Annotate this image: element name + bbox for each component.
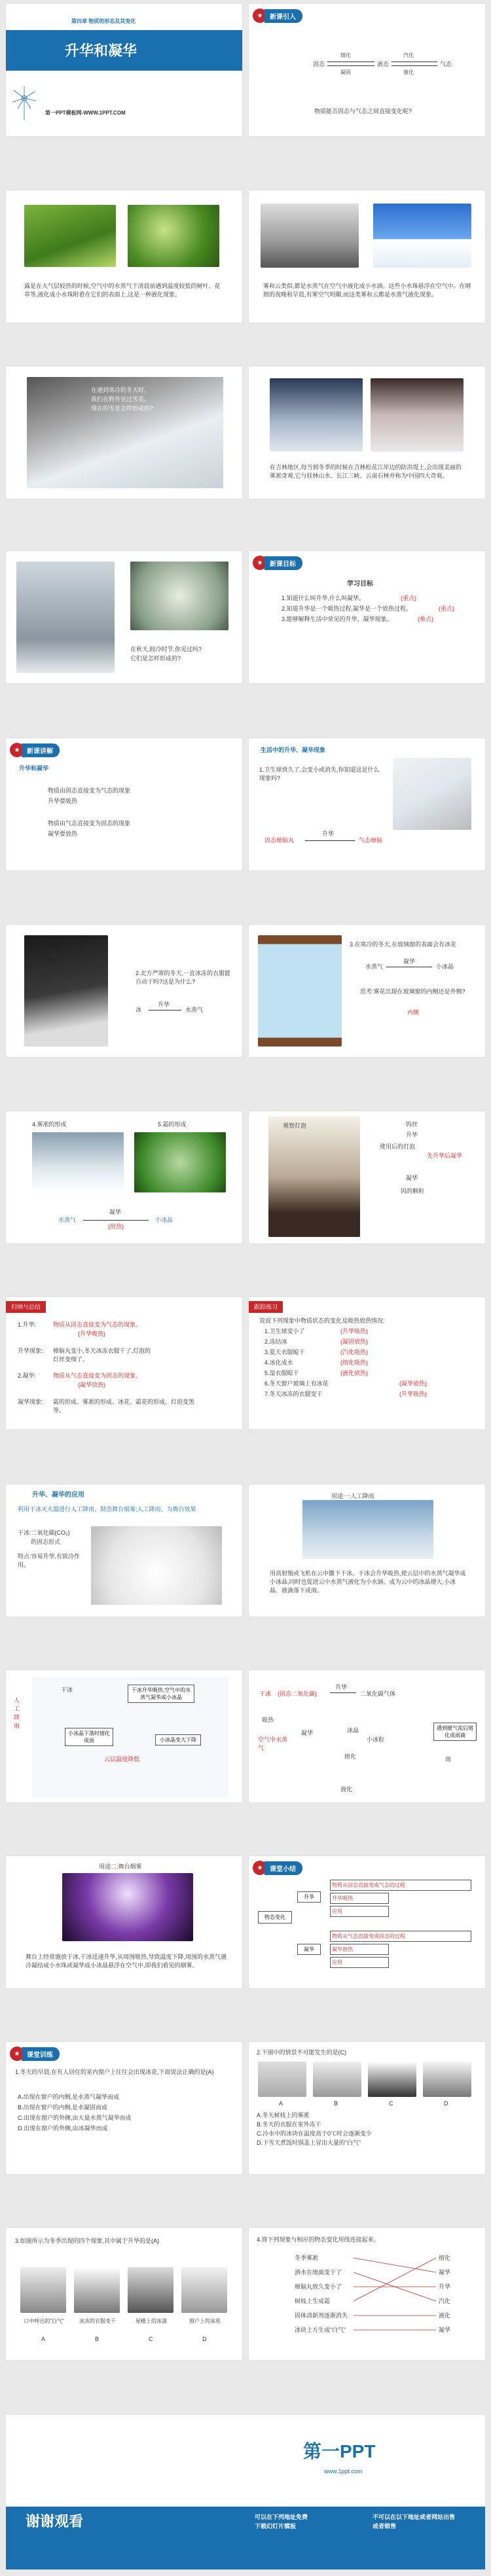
rime-ice: 小冰晶 <box>155 1217 173 1223</box>
intro-question: 物质能否固态与气态之间直接变化呢? <box>314 108 412 115</box>
slide-dew <box>6 190 242 323</box>
match-right: 升华 <box>439 2283 451 2290</box>
slide-rain <box>249 1484 485 1617</box>
clothes-ice: 冰 <box>136 1007 142 1013</box>
slide-summary-1 <box>6 1297 242 1429</box>
slide-applications <box>6 1484 242 1617</box>
goal-tag-1: (重点) <box>401 595 416 601</box>
train-question: 1.冬天的早晨,在有人居住的室内窗户上往往会出现冰花,下面说法正确的是(A) <box>15 2069 214 2075</box>
fog-photo <box>261 204 359 268</box>
state-gas: 气态 <box>440 61 452 67</box>
slide-rime-frost <box>6 1111 242 1243</box>
arrow-sublimate <box>305 840 355 841</box>
goal-tag-3: (难点) <box>418 616 433 622</box>
sum-a1: 物质从固态直接变成气态的过程 <box>330 1880 471 1891</box>
bulb-used: 使用后的灯泡 <box>380 1143 416 1150</box>
flow-absorb: 吸热 <box>262 1717 274 1723</box>
diagram-sublimate-note: 干冰升华吸热,空气中的水蒸气凝华成小冰晶 <box>128 1685 194 1703</box>
label-vapor: 汽化 <box>403 52 414 58</box>
flow-liquefy: 液化 <box>340 1786 353 1793</box>
slide-training-2 <box>249 2042 485 2174</box>
match-right: 凝华 <box>439 2327 451 2333</box>
flow-arrow-1 <box>330 1692 356 1693</box>
practice-tag: (汽化吸热) <box>340 1349 368 1355</box>
summary-l1c: 升华现象: <box>18 1348 43 1354</box>
slide-training <box>6 2042 242 2174</box>
train2-label-c: C <box>389 2100 393 2107</box>
flow-dry-ice: 干冰 <box>259 1690 272 1697</box>
practice-tag: (升华吸热) <box>399 1391 427 1397</box>
snow-line3: 现在的雪是怎样形成的? <box>91 405 154 412</box>
slide-frost <box>6 551 242 683</box>
site-label: 第一PPT模板网-WWW.1PPT.COM <box>45 110 126 116</box>
state-solid: 固态 <box>313 61 325 67</box>
frost-question-1: 在秋天,较冷时节,你见过吗? <box>130 646 202 653</box>
train2-option-a[interactable]: A.冬天树枝上的雾凇 <box>257 2112 310 2119</box>
practice-tag: (升华吸热) <box>340 1328 368 1334</box>
slide-title <box>6 4 242 136</box>
train3-letter-d: D <box>202 2336 207 2342</box>
slide-bulb <box>249 1111 485 1243</box>
rime-photo-1 <box>270 378 363 452</box>
bulb-particles: 钨的颗粒 <box>401 1188 425 1194</box>
train2-label-b: B <box>334 2100 338 2107</box>
life-question: 1.卫生球放久了,会变小或消失,你知道这是什么现象吗? <box>259 766 380 781</box>
rime-label: 4.雾凇的形成 <box>32 1121 67 1128</box>
match-left: 樟脑丸放久变小了 <box>295 2283 342 2290</box>
sum-sublimation: 升华 <box>297 1891 321 1903</box>
mothball-photo <box>393 758 471 830</box>
label-melt: 熔化 <box>340 52 351 58</box>
diagram-temp-drop: 云层温度降低 <box>104 1756 140 1762</box>
diagram-ice-grow: 小冰晶变大下降 <box>155 1734 201 1745</box>
train3-img-d <box>181 2267 227 2313</box>
flow-small-ice: 小冰粒 <box>367 1736 385 1743</box>
bulb-filament: 钨丝 <box>406 1121 418 1128</box>
clothes-vapor: 水蒸气 <box>185 1007 204 1013</box>
arrow-clothes <box>149 1010 181 1011</box>
star-icon: ★ <box>10 2047 24 2061</box>
goal-item-1: 1.知道什么叫升华,什么叫凝华。 <box>282 595 365 601</box>
goal-tag-2: (重点) <box>439 605 454 612</box>
slide-title-text: 升华和凝华 <box>65 43 137 59</box>
dandelion-icon <box>7 82 41 122</box>
bulb-sublimate: 升华 <box>406 1132 418 1138</box>
rime-photo-2 <box>371 378 464 452</box>
arrow-rime <box>83 1220 149 1221</box>
flow-warm: 遇到暖气流后熔化成雨滴 <box>433 1723 477 1741</box>
practice-item: 5.湿衣服晾干 <box>264 1370 299 1376</box>
practice-item: 3.夏天衣服晾干 <box>264 1349 305 1355</box>
practice-tag: (熔化吸热) <box>340 1359 368 1366</box>
star-icon: ★ <box>253 556 267 570</box>
summary-l1: 1.升华: <box>18 1321 37 1328</box>
apps-title: 升华、凝华的应用 <box>32 1492 84 1499</box>
sum-deposition: 凝华 <box>297 1944 321 1955</box>
fog-text: 雾和云类似,都是水蒸气在空气中液化成小水滴。这些小水珠悬浮在空气中。在晴朗的夜晚和早晨,有雾空气明媚,而这类雾和云都是水蒸气液化现象。 <box>263 283 471 298</box>
flow-deposit: 凝华 <box>301 1730 314 1736</box>
mothball-solid: 固态樟脑丸 <box>264 837 295 844</box>
define-subtitle: 升华和凝华 <box>19 765 49 772</box>
summary-l1b: (升华吸热) <box>78 1331 105 1337</box>
slide-window <box>249 925 485 1057</box>
train2-img-d <box>423 2062 471 2097</box>
end-left2: 下载幻灯片模板 <box>255 2523 297 2530</box>
rain-title: 用途一:人工降雨 <box>331 1493 374 1499</box>
flow-ice: 冰晶 <box>347 1727 359 1734</box>
dew-grass-photo <box>128 205 219 267</box>
end-right1: 不可以在以下地址或者网站出售 <box>373 2514 456 2520</box>
end-slide <box>6 2415 485 2569</box>
arrow-condense <box>391 65 437 66</box>
goal-item-3: 3.能够解释生活中常见的升华、凝华现象。 <box>282 616 393 622</box>
label-sublimate: 升华 <box>322 831 335 837</box>
sum-a2: 升华吸热 <box>330 1893 389 1904</box>
window-ice: 小冰晶 <box>436 963 454 970</box>
window-question: 3.在寒冷的冬天,在玻璃窗的表面会有冰花 <box>350 941 457 948</box>
star-icon: ★ <box>253 9 267 23</box>
bulb-photo <box>268 1117 360 1237</box>
train2-label-d: D <box>444 2100 448 2107</box>
match-right: 汽化 <box>439 2298 451 2304</box>
practice-item: 2.冻结冰 <box>264 1338 287 1345</box>
stage-text: 舞台上经常施放干冰,干冰迅速升华,从周围吸热,导致温度下降,周围的水蒸气遇冷凝结成小水珠或凝华成小冰晶悬浮在空气中,即我们看见的烟雾。 <box>26 1954 227 1969</box>
slide-fog <box>249 190 485 323</box>
section-header: ★ 新课引入 <box>249 9 302 22</box>
summary-l2d: 霜的形成、雾凇的形成、冰花、霜花的形成、灯泡变黑等。 <box>53 1399 195 1414</box>
end-brand-url: www.1ppt.com <box>324 2468 363 2475</box>
end-thanks: 谢谢观看 <box>26 2513 84 2530</box>
life-title: 生活中的升华、凝华现象 <box>261 747 326 753</box>
sum-b2: 凝华放热 <box>330 1944 389 1955</box>
train2-label-a: A <box>279 2100 283 2107</box>
dew-text: 露是在大气层较热的时候,空气中的水蒸气于清晨前遇到温度较低的树叶、花草等,液化成小水珠附着在它们的表面上,这是一种液化现象。 <box>24 283 221 298</box>
star-icon: ★ <box>10 743 24 757</box>
section-header: ★ 课堂训练 <box>6 2047 60 2060</box>
rime-text: 在吉林地区,每当到冬季的时候在吉林松花江岸边的防洪堤上,会出现美丽的雾凇奇观,它与桂林山水、长江三峡、云南石林并称为中国四大奇观。 <box>270 464 462 479</box>
dew-photo <box>24 205 116 267</box>
practice-item: 7.冬天冰冻的衣服变干 <box>264 1391 323 1397</box>
practice-tag: (液化放热) <box>340 1370 368 1376</box>
train-option-b[interactable]: B.出现在窗户的内侧,是水凝固而成 <box>18 2104 108 2111</box>
apps-t1: 利用干冰灭火器进行人工降雨、制造舞台烟雾;人工降雨、为舞台效果 <box>18 1506 196 1512</box>
bulb-title: 观察灯泡 <box>283 1122 307 1129</box>
slide-intro <box>249 4 485 136</box>
slide-rime <box>249 367 485 499</box>
frost-label: 5.霜的形成 <box>158 1121 187 1128</box>
summary-l1d: 樟脑丸变小,冬天冰冻衣服干了,灯泡的灯丝变细了。 <box>53 1348 151 1363</box>
section-header: ★ 新课讲解 <box>6 743 60 757</box>
train3-cap-d: 窗户上的冰花 <box>189 2318 221 2324</box>
plane-photo <box>302 1500 433 1559</box>
window-vapor: 水蒸气 <box>365 963 384 970</box>
train3-img-b <box>74 2267 120 2313</box>
slide-training-3 <box>6 2228 242 2360</box>
summary-l2a: 物质从气态直接变为固态的现象。 <box>53 1372 142 1379</box>
stage-title: 用途二:舞台烟雾 <box>99 1863 142 1870</box>
sum-main: 物态变化 <box>258 1911 292 1923</box>
summary-title: 归纳与总结 <box>6 1301 46 1313</box>
train3-letter-c: C <box>149 2336 153 2342</box>
window-think: 思考:雾花出现在玻璃窗的内侧还是外侧? <box>360 988 465 995</box>
slide-snow <box>6 367 242 499</box>
bulb-deposit: 凝华 <box>406 1175 418 1181</box>
match-left: 固体清新剂逐渐消失 <box>295 2312 348 2319</box>
apps-t2: 干冰:二氧化碳(CO₂) <box>18 1530 70 1536</box>
window-answer: 内侧 <box>407 1009 420 1016</box>
rime-vapor: 水蒸气 <box>58 1217 77 1223</box>
slide-training-4 <box>249 2228 485 2360</box>
goal-title: 学习目标 <box>347 581 373 588</box>
frost-question-2: 它们是怎样形成的? <box>130 655 181 662</box>
def-deposition-heat: 凝华要放热 <box>48 831 78 837</box>
train3-cap-b: 冰冻的衣服变干 <box>79 2318 116 2324</box>
match-left: 树枝上生成霜 <box>295 2298 331 2304</box>
practice-tag: (凝固放热) <box>340 1338 368 1345</box>
frost-tree-photo <box>16 562 115 673</box>
snow-line2: 我们在野外见过雪花。 <box>91 396 151 402</box>
chapter-label: 第四章 物质的形态及其变化 <box>71 18 136 24</box>
train-option-c[interactable]: C.出现在窗户的外侧,由大量水蒸气凝华而成 <box>18 2115 132 2121</box>
sum-a3: 应用 <box>330 1906 389 1917</box>
rain-text: 用高射炮或飞机在云中撒下干冰。干冰会升华吸热,使云层中的水蒸气凝华成小冰晶,同时也促进云中水蒸气液化为小水滴。成为云中的冰晶增大,小冰晶、液滴落下成雨。 <box>270 1570 466 1594</box>
train2-option-d[interactable]: D.下雪天煮饭时锅盖上冒出大量的“白气” <box>257 2139 361 2146</box>
sum-b1: 物质从气态直接变成固态的过程 <box>330 1931 471 1942</box>
frozen-clothes-photo <box>24 935 108 1046</box>
practice-question: 说说下列现象中物质状态的变化及吸热放热情况: <box>259 1317 385 1324</box>
train3-cap-c: 屋檐上的冰溜 <box>136 2318 167 2324</box>
slide-class-summary <box>249 1856 485 1988</box>
end-brand: 第一PPT <box>303 2441 376 2461</box>
flow-rain: 雨 <box>445 1756 452 1762</box>
match-right: 凝华 <box>439 2269 451 2276</box>
goal-item-2: 2.知道升华是一个吸热过程,凝华是一个放热过程。 <box>282 605 412 612</box>
cloud-photo <box>373 204 471 268</box>
apps-t3: 的固态形式 <box>31 1539 61 1545</box>
flow-melt: 熔化 <box>344 1753 357 1760</box>
bulb-both: 先升华后凝华 <box>427 1153 463 1159</box>
train3-letter-a: A <box>41 2336 46 2342</box>
def-sublimation: 物质由固态直接变为气态的现象 <box>48 787 131 794</box>
label-clothes: 升华 <box>158 1001 170 1008</box>
frost-leaf-photo <box>130 562 228 630</box>
match-left: 冰块上方生成“白气” <box>295 2327 346 2333</box>
summary-l2: 2.凝华: <box>18 1372 37 1379</box>
def-sublimation-heat: 升华要吸热 <box>48 798 78 804</box>
train2-option-b[interactable]: B.冬天的衣服在室外冻干 <box>257 2121 321 2128</box>
sum-b3: 应用 <box>330 1957 389 1968</box>
slide-define <box>6 738 242 870</box>
def-deposition: 物质由气态直接变为固态的现象 <box>48 820 131 827</box>
match-right: 液化 <box>439 2312 451 2319</box>
arrow-freeze <box>327 65 374 66</box>
diagram-melt-rain: 小冰晶下落时熔化成雨 <box>65 1728 113 1746</box>
end-right2: 或者销售 <box>373 2523 397 2530</box>
train2-img-a <box>258 2062 306 2097</box>
label-rime: 凝华 <box>109 1209 122 1215</box>
end-left1: 可以在下列地址免费 <box>255 2514 308 2520</box>
slide-rain-flow <box>249 1670 485 1802</box>
mothball-gas: 气态樟脑 <box>359 837 383 844</box>
section-header: ★ 课堂小结 <box>249 1861 302 1874</box>
flow-dry-ice-desc: (固态二氧化碳) <box>278 1690 317 1697</box>
rime-tree-photo <box>32 1132 124 1192</box>
practice-item: 4.冰化成水 <box>264 1359 293 1366</box>
slide-rain-diagram <box>6 1670 242 1802</box>
train2-option-c[interactable]: C.冷水中的冰块在温度高于0℃时会逐渐变少 <box>257 2130 373 2137</box>
practice-item: 1.卫生球变小了 <box>264 1328 305 1334</box>
train4-question: 4.将下列现象与相应的物态变化用线连接起来。 <box>257 2236 380 2243</box>
train3-question: 3.如图所示为冬季出现的四个现象,其中属于升华的是(A) <box>15 2238 160 2244</box>
practice-title: 跟踪练习 <box>249 1301 283 1313</box>
match-left: 洒水在地面变干了 <box>295 2269 342 2276</box>
summary-l1a: 物质从固态直接变为气态的现象。 <box>53 1321 142 1328</box>
match-lines <box>249 2228 485 2360</box>
match-right: 熔化 <box>439 2255 451 2261</box>
rime-note: (放热) <box>108 1223 124 1230</box>
train3-img-c <box>128 2267 173 2313</box>
apps-t4: 特点:容易升华,有致冷作用。 <box>18 1553 81 1568</box>
label-freeze: 凝固 <box>340 69 351 75</box>
summary-l2b: (凝华放热) <box>78 1382 105 1388</box>
train-option-d[interactable]: D.出现在窗户的外侧,由冰凝华而成 <box>18 2125 108 2132</box>
flow-co2: 二氧化碳气体 <box>360 1690 396 1697</box>
train-option-a[interactable]: A.出现在窗户的内侧,是水蒸气凝华而成 <box>18 2094 120 2100</box>
train3-cap-a: 口中呼出的“白气” <box>24 2318 64 2324</box>
slide-clothes <box>6 925 242 1057</box>
window-photo <box>258 935 342 1046</box>
train3-letter-b: B <box>95 2336 100 2342</box>
slide-life-examples <box>249 738 485 870</box>
practice-item: 6.冬天窗户玻璃上有冰花 <box>264 1380 329 1387</box>
frost-plant-photo <box>134 1132 226 1192</box>
snow-line1: 在遇到寒冷的冬天时, <box>91 387 146 393</box>
flow-vapor: 空气中水蒸气 <box>258 1736 288 1751</box>
diagram-dry-ice: 干冰 <box>61 1687 73 1693</box>
clothes-question: 2.北方严寒的冬天,一直冰冻的衣服能自动干吗?这是为什么? <box>136 970 231 985</box>
stage-photo <box>62 1873 193 1941</box>
summary-l2c: 凝华现象: <box>18 1399 43 1405</box>
slide-goals <box>249 551 485 683</box>
label-window: 凝华 <box>403 958 416 965</box>
train2-question: 2.下图中的情景不可能发生的是(C) <box>257 2049 347 2056</box>
slide-practice-1 <box>249 1297 485 1429</box>
train3-img-a <box>20 2267 66 2313</box>
section-header: ★ 新课目标 <box>249 556 302 569</box>
train2-img-b <box>313 2062 361 2097</box>
match-left: 冬季雾凇 <box>295 2255 319 2261</box>
slide-stage <box>6 1856 242 1988</box>
practice-tag: (凝华放热) <box>399 1380 427 1387</box>
train2-img-c <box>368 2062 416 2097</box>
flow-sublimate: 升华 <box>335 1684 348 1690</box>
label-condense: 液化 <box>403 69 414 75</box>
star-icon: ★ <box>253 1861 267 1875</box>
state-liquid: 液态 <box>377 61 390 67</box>
dry-ice-photo <box>91 1526 222 1605</box>
rain-vertical-label: 人工降雨 <box>14 1697 20 1729</box>
